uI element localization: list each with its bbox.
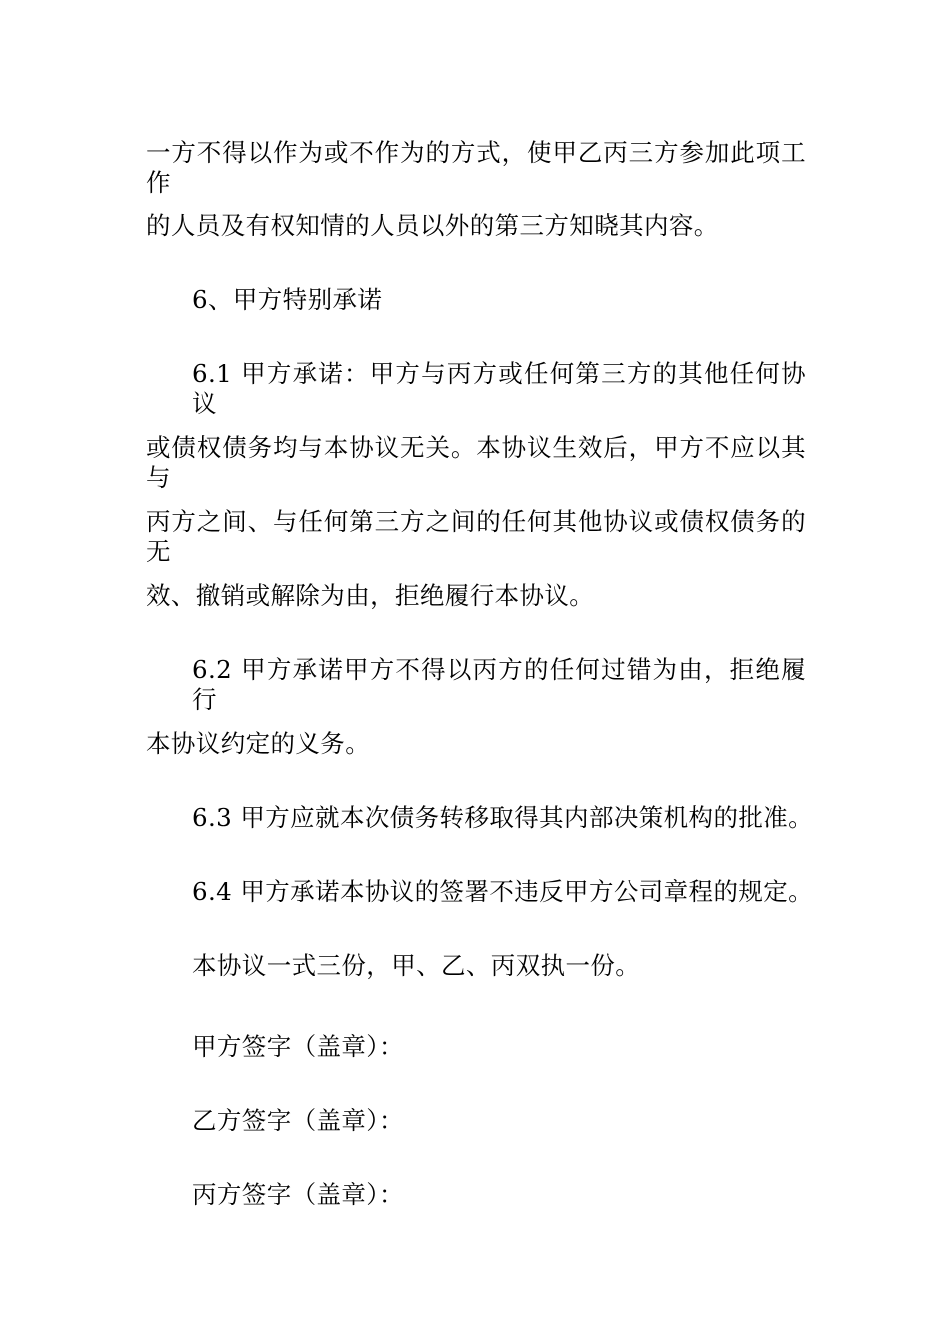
paragraph-line: 的人员及有权知情的人员以外的第三方知晓其内容。 (146, 211, 719, 240)
paragraph-line: 或债权债务均与本协议无关。本协议生效后，甲方不应以其与 (146, 433, 806, 492)
section-heading: 6、甲方特别承诺 (192, 285, 383, 314)
signature-line-party-a: 甲方签字（盖章）： (192, 1032, 404, 1061)
paragraph-line: 一方不得以作为或不作为的方式，使甲乙丙三方参加此项工作 (146, 138, 806, 197)
paragraph-line: 6.1 甲方承诺：甲方与丙方或任何第三方的其他任何协议 (192, 359, 806, 418)
paragraph-line: 6.2 甲方承诺甲方不得以丙方的任何过错为由，拒绝履行 (192, 655, 806, 714)
paragraph-line: 效、撤销或解除为由，拒绝履行本协议。 (146, 581, 595, 610)
paragraph-line: 6.4 甲方承诺本协议的签署不违反甲方公司章程的规定。 (192, 877, 814, 906)
paragraph-line: 本协议约定的义务。 (146, 729, 371, 758)
paragraph-line: 6.3 甲方应就本次债务转移取得其内部决策机构的批准。 (192, 803, 814, 832)
signature-line-party-b: 乙方签字（盖章）： (192, 1106, 404, 1135)
signature-line-party-c: 丙方签字（盖章）： (192, 1180, 404, 1209)
paragraph-line: 丙方之间、与任何第三方之间的任何其他协议或债权债务的无 (146, 507, 806, 566)
paragraph-line: 本协议一式三份，甲、乙、丙双执一份。 (192, 951, 641, 980)
